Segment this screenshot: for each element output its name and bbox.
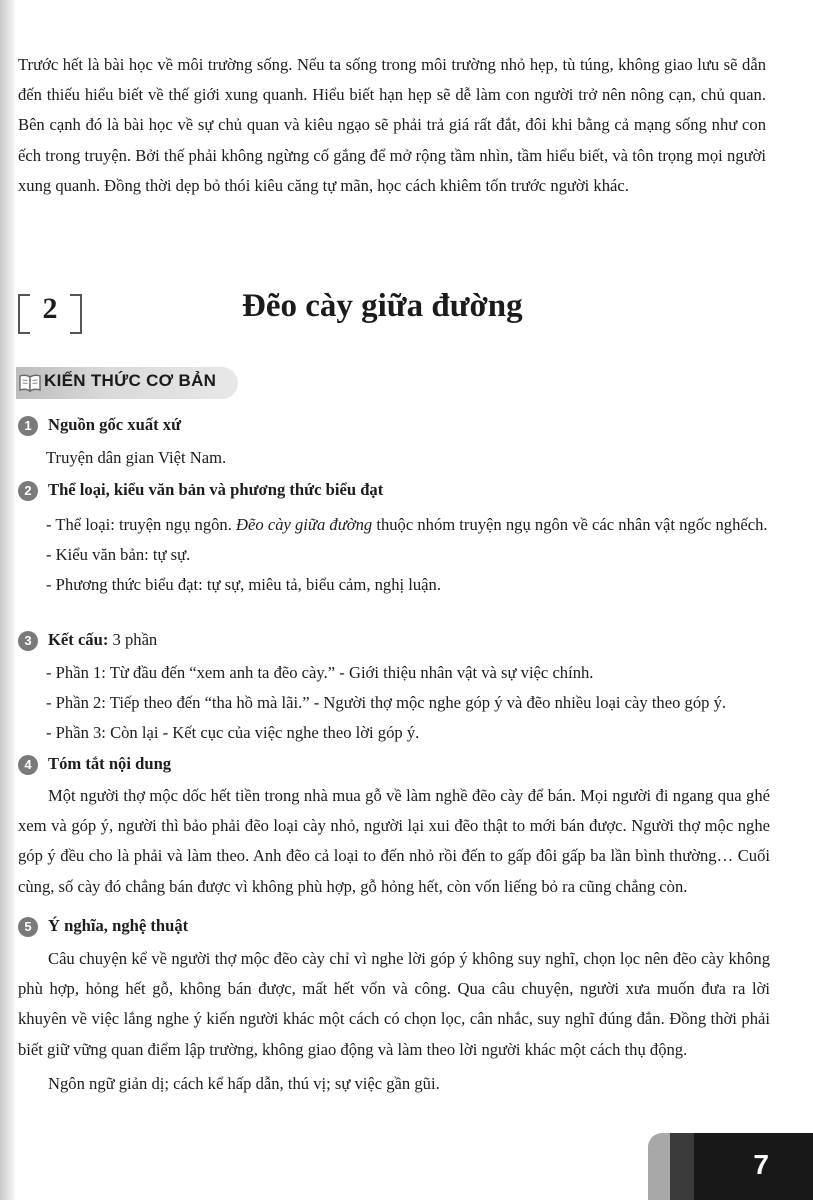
section-title: KIẾN THỨC CƠ BẢN	[44, 371, 217, 390]
page-number-tab	[648, 1133, 813, 1200]
item-heading: Thể loại, kiểu văn bản và phương thức biểu đạt	[48, 480, 384, 499]
structure-part-3: - Phần 3: Còn lại - Kết cục của việc nghe theo lời góp ý.	[46, 723, 420, 742]
item-heading-row	[18, 916, 770, 942]
text-type-line: - Kiểu văn bản: tự sự.	[46, 545, 191, 565]
genre-story-title: Đẽo cày giữa đường	[236, 515, 373, 534]
item-number-badge: 2	[18, 481, 38, 501]
item-heading: Ý nghĩa, nghệ thuật	[48, 916, 189, 935]
item-structure	[18, 630, 770, 748]
open-book-icon	[18, 373, 42, 393]
lesson-title: Đẽo cày giữa đường	[242, 288, 523, 324]
item-number-badge: 3	[18, 631, 38, 651]
page-number: 7	[753, 1149, 769, 1180]
expression-mode-line: - Phương thức biểu đạt: tự sự, miêu tả, biểu cảm, nghị luận.	[46, 575, 441, 595]
item-number-badge: 5	[18, 917, 38, 937]
genre-suffix: thuộc nhóm truyện ngụ ngôn về các nhân vật ngốc nghếch.	[372, 515, 768, 534]
section-banner	[16, 367, 238, 399]
item-heading	[48, 630, 157, 650]
item-heading-row	[18, 480, 770, 506]
art-paragraph: Ngôn ngữ giản dị; cách kể hấp dẫn, thú vị; sự việc gần gũi.	[48, 1073, 440, 1093]
intro-paragraph: Trước hết là bài học về môi trường sống. Nếu ta sống trong môi trường nhỏ hẹp, tù túng, không giao lưu sẽ dẫn đến thiếu hiểu biết về thế giới xung quanh. Hiểu biết hạn hẹp sẽ dễ làm con người trở nên nông cạn, chủ quan. Bên cạnh đó là bài học về sự chủ quan và kiêu ngạo sẽ phải trả giá rất đắt, đôi khi bằng cả mạng sống như con ếch trong truyện. Bởi thế phải không ngừng cố gắng để mở rộng tầm nhìn, tầm hiểu biết, và tôn trọng mọi người xung quanh. Đồng thời dẹp bỏ thói kiêu căng tự mãn, học cách khiêm tốn trước người khác.	[18, 55, 766, 195]
item-heading-row	[18, 754, 770, 780]
meaning-paragraph: Câu chuyện kể về người thợ mộc đẽo cày chỉ vì nghe lời góp ý không suy nghĩ, chọn lọc nên đẽo cày không phù hợp, hỏng hết gỗ, không bán được, mất hết vốn và công. Qua câu chuyện, người xưa muốn đưa ra lời khuyên về việc lắng nghe ý kiến người khác một cách có chọn lọc, cân nhắc, suy nghĩ đúng đắn. Đồng thời phải biết giữ vững quan điểm lập trường, không giao động và làm theo lời người khác một cách thụ động.	[18, 949, 770, 1059]
structure-heading-value: 3 phần	[108, 630, 158, 649]
genre-line	[18, 510, 770, 540]
structure-heading-label: Kết cấu:	[48, 630, 109, 649]
item-genre	[18, 480, 770, 600]
item-heading: Nguồn gốc xuất xứ	[48, 415, 182, 434]
item-heading-row	[18, 630, 770, 656]
summary-paragraph: Một người thợ mộc dốc hết tiền trong nhà mua gỗ về làm nghề đẽo cày để bán. Mọi người đi ngang qua ghé xem và góp ý, người thì bảo phải đẽo loại cày nhỏ, người lại xui đẽo thật to mới bán được. Người thợ mộc nghe góp ý đều cho là phải và làm theo. Anh đẽo cả loại to đến nhỏ rồi đến to gấp đôi gấp ba lần bình thường… Cuối cùng, số cày đó chẳng bán được vì không phù hợp, gỗ hỏng hết, còn vốn liếng bỏ ra cũng chẳng còn.	[18, 786, 770, 896]
item-number-badge: 4	[18, 755, 38, 775]
item-summary	[18, 754, 770, 902]
item-origin	[18, 415, 770, 473]
structure-part-1: - Phần 1: Từ đầu đến “xem anh ta đẽo cày.” - Giới thiệu nhân vật và sự việc chính.	[46, 663, 594, 682]
lesson-number-box	[18, 294, 82, 332]
item-text: Truyện dân gian Việt Nam.	[46, 448, 227, 467]
item-heading: Tóm tắt nội dung	[48, 754, 172, 773]
item-meaning	[18, 916, 770, 1099]
item-heading-row	[18, 415, 770, 441]
lesson-heading	[18, 288, 798, 336]
genre-prefix: - Thể loại: truyện ngụ ngôn.	[46, 515, 237, 534]
lesson-number: 2	[42, 292, 58, 325]
item-number-badge: 1	[18, 416, 38, 436]
structure-part-2: - Phần 2: Tiếp theo đến “tha hồ mà lãi.” - Người thợ mộc nghe góp ý và đẽo nhiều loại cày theo góp ý.	[46, 693, 727, 712]
